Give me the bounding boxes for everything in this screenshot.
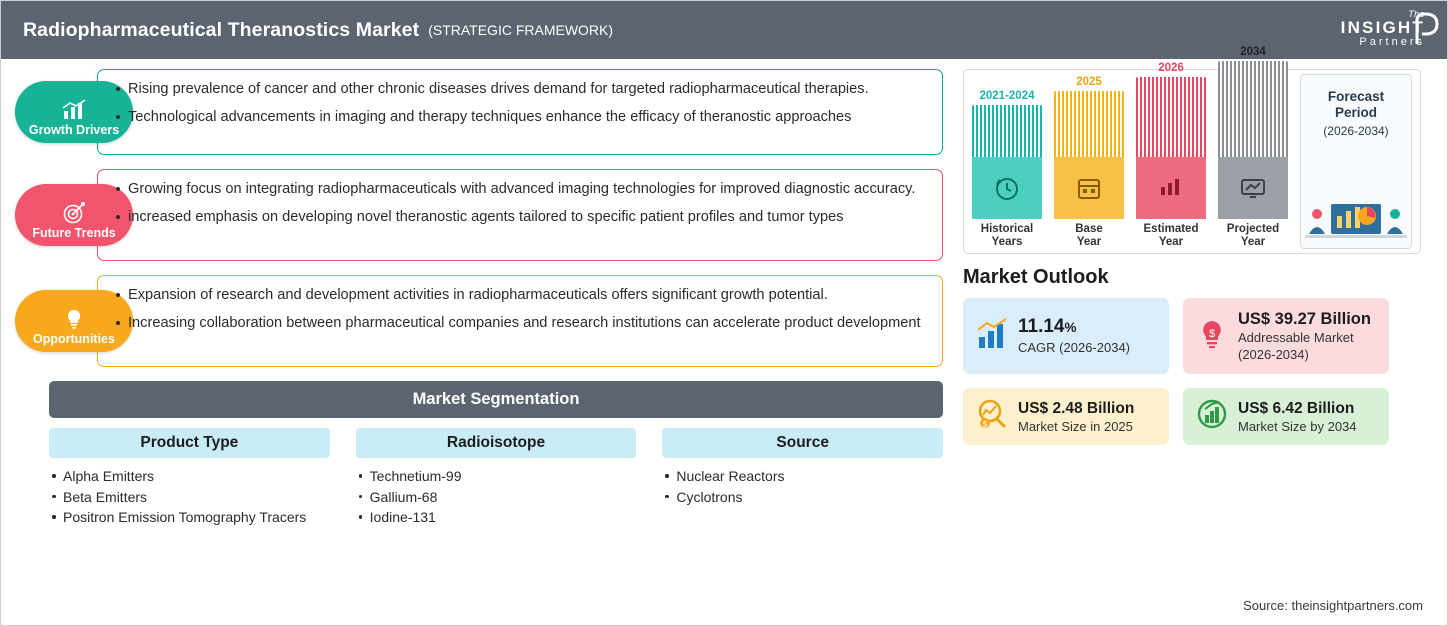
card-value: 11.14% (1018, 316, 1077, 337)
list-item: Technetium-99 (356, 466, 637, 487)
target-arrow-icon (62, 202, 86, 224)
list-item: Growing focus on integrating radiopharmaceuticals with advanced imaging technologies for improved diagnostic accuracy. (114, 179, 928, 200)
segment-radioisotope (356, 428, 637, 528)
future-trends-box (97, 169, 943, 261)
card-market-size-2034 (1183, 388, 1389, 445)
list-item: Beta Emitters (49, 487, 330, 508)
card-value: US$ 39.27 Billion (1238, 310, 1371, 328)
card-caption: Market Size by 2034 (1238, 418, 1357, 434)
card-text (1238, 309, 1379, 363)
opportunities-label: Opportunities (33, 332, 115, 346)
segment-header: Radioisotope (356, 428, 637, 458)
team-dashboard-icon (1297, 182, 1415, 244)
opportunities-bullets (114, 285, 928, 334)
list-item: Gallium-68 (356, 487, 637, 508)
list-item: increased emphasis on developing novel theranostic agents tailored to specific patient profiles and tumor types (114, 207, 928, 228)
forecast-bar (1054, 91, 1124, 157)
right-column (943, 46, 1421, 528)
lightbulb-dollar-icon (1195, 317, 1229, 356)
page-subtitle: (STRATEGIC FRAMEWORK) (428, 22, 614, 38)
source-note: Source: theinsightpartners.com (1243, 598, 1423, 613)
forecast-item-base (1054, 76, 1124, 249)
left-column (15, 69, 943, 528)
forecast-period-range: (2026-2034) (1323, 124, 1389, 138)
segment-header: Product Type (49, 428, 330, 458)
insight-growth-drivers (15, 69, 943, 155)
outlook-cards (963, 298, 1421, 445)
segment-product-type (49, 428, 330, 528)
forecast-year: 2025 (1076, 76, 1102, 88)
history-clock-icon (972, 157, 1042, 219)
list-item: Alpha Emitters (49, 466, 330, 487)
card-cagr (963, 298, 1169, 374)
monitor-chart-icon (1218, 157, 1288, 219)
page-title: Radiopharmaceutical Theranostics Market (23, 18, 420, 41)
forecast-bar (972, 105, 1042, 157)
market-segmentation-title: Market Segmentation (49, 381, 943, 418)
logo-mark-icon (1413, 12, 1441, 46)
bar-chart-icon (975, 317, 1009, 356)
segment-header: Source (662, 428, 943, 458)
analytics-icon (1136, 157, 1206, 219)
card-value: US$ 2.48 Billion (1018, 399, 1135, 417)
logo-line-insight: INSIGHT (1340, 18, 1425, 38)
segmentation-columns (49, 428, 943, 528)
forecast-item-projected (1218, 46, 1288, 249)
lightbulb-icon (63, 308, 85, 330)
card-addressable-market (1183, 298, 1389, 374)
list-item: Expansion of research and development activities in radiopharmaceuticals offers significant growth potential. (114, 285, 928, 306)
forecast-label: Historical Years (980, 223, 1034, 248)
forecast-period-line2: Period (1334, 105, 1377, 120)
segment-source (662, 428, 943, 528)
insight-partners-logo (1341, 10, 1425, 49)
growth-arrow-icon (1195, 397, 1229, 436)
bar-chart-growth-icon (61, 99, 87, 121)
growth-drivers-box (97, 69, 943, 155)
forecast-timeline (963, 46, 1421, 254)
magnifier-dollar-icon (975, 397, 1009, 436)
list-item: Iodine-131 (356, 507, 637, 528)
card-value: US$ 6.42 Billion (1238, 399, 1355, 417)
forecast-item-estimated (1136, 62, 1206, 249)
svg-text:$: $ (1208, 327, 1216, 340)
forecast-label: Base Year (1075, 223, 1103, 248)
insight-future-trends (15, 169, 943, 261)
card-market-size-2025 (963, 388, 1169, 445)
forecast-label: Estimated Year (1143, 223, 1199, 248)
list-item: Technological advancements in imaging and therapy techniques enhance the efficacy of theranostic approaches (114, 107, 928, 128)
future-trends-label: Future Trends (32, 226, 116, 240)
list-item: Cyclotrons (662, 487, 943, 508)
calendar-icon (1054, 157, 1124, 219)
list-item: Increasing collaboration between pharmaceutical companies and research institutions can accelerate product development (114, 313, 928, 334)
list-item: Positron Emission Tomography Tracers (49, 507, 330, 528)
segment-list (49, 466, 330, 528)
forecast-year: 2021-2024 (979, 90, 1035, 102)
segment-list (662, 466, 943, 507)
forecast-year: 2034 (1240, 46, 1266, 58)
forecast-period-panel (1300, 74, 1412, 249)
card-text (1018, 316, 1130, 356)
forecast-item-historical (972, 90, 1042, 249)
insight-opportunities (15, 275, 943, 367)
card-caption: Market Size in 2025 (1018, 418, 1133, 434)
list-item: Nuclear Reactors (662, 466, 943, 487)
opportunities-box (97, 275, 943, 367)
card-text (1238, 399, 1357, 435)
logo-line-the: The (1408, 9, 1425, 19)
forecast-period-line1: Forecast (1327, 89, 1385, 104)
logo-line-partners: Partners (1359, 36, 1425, 49)
forecast-label: Projected Year (1226, 223, 1280, 248)
market-outlook-title: Market Outlook (963, 266, 1109, 288)
card-text (1018, 399, 1134, 435)
card-caption: Addressable Market (2026-2034) (1238, 330, 1354, 362)
segment-list (356, 466, 637, 528)
list-item: Rising prevalence of cancer and other chronic diseases drives demand for targeted radiopharmaceutical therapies. (114, 79, 928, 100)
card-caption: CAGR (2026-2034) (1018, 340, 1130, 355)
future-trends-bullets (114, 179, 928, 228)
forecast-bar (1218, 61, 1288, 157)
svg-text:$: $ (982, 420, 988, 429)
growth-drivers-bullets (114, 79, 928, 128)
forecast-bar (1136, 77, 1206, 157)
forecast-year: 2026 (1158, 62, 1184, 74)
growth-drivers-label: Growth Drivers (28, 123, 120, 137)
